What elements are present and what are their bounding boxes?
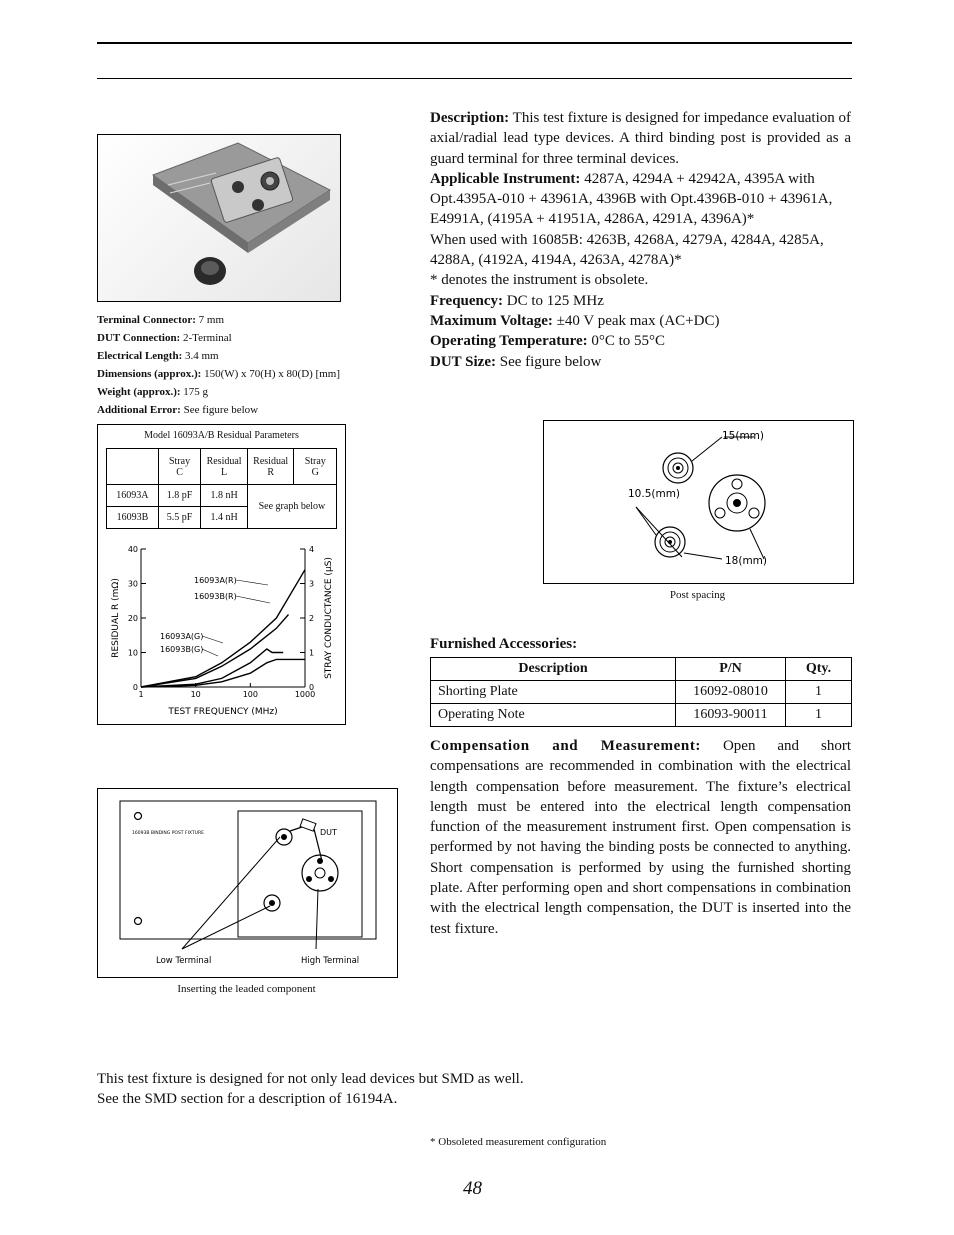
residual-l-b: 1.4 nH <box>201 507 248 529</box>
high-terminal-connector-icon <box>302 855 338 891</box>
series-leader <box>236 596 270 603</box>
max-voltage-spec: Maximum Voltage: ±40 V peak max (AC+DC) <box>430 312 720 329</box>
residual-l-a: 1.8 nH <box>201 485 248 507</box>
x-axis-title: TEST FREQUENCY (MHz) <box>168 707 278 717</box>
x-tick-label: 1 <box>138 690 144 699</box>
description-block <box>430 108 851 372</box>
lower-post-icon <box>655 527 685 557</box>
dut-label: DUT <box>320 828 337 837</box>
inserting-caption: Inserting the leaded component <box>177 983 316 995</box>
residual-model-b: 16093B <box>107 507 159 529</box>
compensation-block <box>430 736 851 939</box>
spec-electrical-length: Electrical Length: 3.4 mm <box>97 350 219 362</box>
y-right-tick-label: 4 <box>309 545 315 554</box>
header-rule-bottom <box>97 78 852 79</box>
upper-post-icon <box>663 453 693 483</box>
x-tick-label: 10 <box>190 690 201 699</box>
frequency-spec: Frequency: DC to 125 MHz <box>430 292 604 309</box>
series-label: 16093A(G) <box>160 632 204 641</box>
x-tick-label: 100 <box>242 690 258 699</box>
residual-c-b: 5.5 pF <box>158 507 200 529</box>
series-line <box>141 570 305 687</box>
obsolete-note: * denotes the instrument is obsolete. <box>430 272 649 289</box>
post-spacing-caption: Post spacing <box>669 589 726 601</box>
table-row <box>431 704 852 727</box>
series-label: 16093B(R) <box>194 592 237 601</box>
series-label: 16093B(G) <box>160 645 204 654</box>
y-axis-left-title: RESIDUAL R (mΩ) <box>111 578 121 658</box>
fixture-plate-text: 16093B BINDING POST FIXTURE <box>132 831 204 836</box>
spec-weight: Weight (approx.): 175 g <box>97 386 209 398</box>
accessories-heading: Furnished Accessories: <box>430 636 578 652</box>
residual-c-a: 1.8 pF <box>158 485 200 507</box>
dim-10-5mm: 10.5(mm) <box>628 488 681 500</box>
acc-pn: 16093-90011 <box>676 704 786 727</box>
when-used-with: When used with 16085B: 4263B, 4268A, 4279A, 4284A, 4285A, 4288A, (4192A, 4194A, 4263A, 4278A)* <box>430 231 824 269</box>
acc-qty: 1 <box>786 681 852 704</box>
acc-qty: 1 <box>786 704 852 727</box>
acc-desc: Shorting Plate <box>431 681 676 704</box>
post-spacing-diagram <box>544 421 853 583</box>
residual-header-empty <box>107 449 159 485</box>
residual-merged-cell: See graph below <box>247 485 336 529</box>
spec-additional-error: Additional Error: See figure below <box>97 404 259 416</box>
product-photo <box>97 134 341 302</box>
acc-pn: 16092-08010 <box>676 681 786 704</box>
y-left-tick-label: 30 <box>127 579 138 589</box>
acc-header-qty: Qty. <box>786 658 852 681</box>
applicable-instrument: Applicable Instrument: 4287A, 4294A + 42942A, 4395A with Opt.4395A-010 + 43961A, 4396B with Opt.4396B-010 + 43961A, E4991A, (4195A + 41951A, 4286A, 4291A, 4396A)* <box>430 170 833 228</box>
low-terminal-post-icon <box>264 829 292 911</box>
dut-size-spec: DUT Size: See figure below <box>430 353 602 370</box>
dim-18mm: 18(mm) <box>725 555 768 567</box>
y-right-tick-label: 3 <box>309 579 315 589</box>
description-paragraph: Description: This test fixture is designed for impedance evaluation of axial/radial lead type devices. A third binding post is provided as a guard terminal for three terminal devices. <box>430 110 851 167</box>
residual-header-r: Residual R <box>247 449 294 485</box>
obsoleted-footnote: * Obsoleted measurement configuration <box>430 1136 607 1148</box>
series-leader <box>202 636 223 643</box>
operating-temp-spec: Operating Temperature: 0°C to 55°C <box>430 333 666 350</box>
y-left-tick-label: 40 <box>127 545 138 554</box>
acc-desc: Operating Note <box>431 704 676 727</box>
post-spacing-figure <box>543 420 854 584</box>
residual-chart <box>98 535 345 725</box>
page-number: 48 <box>463 1178 482 1199</box>
acc-header-pn: P/N <box>676 658 786 681</box>
y-left-tick-label: 20 <box>127 614 138 623</box>
residual-parameters-box <box>97 424 346 725</box>
spec-dimensions: Dimensions (approx.): 150(W) x 70(H) x 80(D) [mm] <box>97 368 340 380</box>
table-row <box>431 681 852 704</box>
y-left-tick-label: 10 <box>127 648 138 658</box>
footer-note <box>97 1069 524 1109</box>
inserting-figure <box>97 788 398 978</box>
inserting-diagram <box>98 789 397 977</box>
residual-header-g: Stray G <box>294 449 337 485</box>
y-left-tick-label: 0 <box>132 683 138 692</box>
residual-header-l: Residual L <box>201 449 248 485</box>
y-axis-right-title: STRAY CONDUCTANCE (µS) <box>324 557 334 679</box>
dim-15mm: 15(mm) <box>722 430 765 442</box>
y-right-tick-label: 1 <box>309 648 315 658</box>
spec-terminal-connector: Terminal Connector: 7 mm <box>97 314 225 326</box>
accessories-table <box>430 657 852 727</box>
series-leader <box>202 649 218 656</box>
fixture-illustration <box>98 135 340 301</box>
residual-model-a: 16093A <box>107 485 159 507</box>
footer-line-1: This test fixture is designed for not only lead devices but SMD as well. <box>97 1071 524 1087</box>
high-terminal-label: High Terminal <box>301 956 360 966</box>
compensation-paragraph: Compensation and Measurement: Open and short compensations are recommended in combination with the electrical length compensation before measurement. The fixture’s electrical length must be entered into the electrical length compensation function of the measurement instrument first. Open compensation is performed by not having the binding posts be connected to anything. Short compensation is performed by using the furnished shorting plate. After performing open and short compensations in combination with the electrical length compensation, the DUT is inserted into the test fixture. <box>430 738 852 937</box>
residual-header-c: Stray C <box>158 449 200 485</box>
footer-line-2: See the SMD section for a description of 16194A. <box>97 1091 398 1107</box>
acc-header-description: Description <box>431 658 676 681</box>
spec-list <box>97 311 340 419</box>
spec-dut-connection: DUT Connection: 2-Terminal <box>97 332 232 344</box>
residual-table <box>106 448 337 529</box>
y-right-tick-label: 2 <box>309 614 315 623</box>
series-leader <box>236 580 268 585</box>
high-terminal-connector-icon <box>709 475 765 531</box>
x-tick-label: 1000 <box>294 690 316 699</box>
mount-hole-icon <box>135 918 142 925</box>
low-terminal-label: Low Terminal <box>156 956 212 966</box>
series-label: 16093A(R) <box>194 576 237 585</box>
header-rule-top <box>97 42 852 44</box>
mount-hole-icon <box>135 813 142 820</box>
residual-title: Model 16093A/B Residual Parameters <box>144 430 299 441</box>
y-right-tick-label: 0 <box>309 683 315 692</box>
